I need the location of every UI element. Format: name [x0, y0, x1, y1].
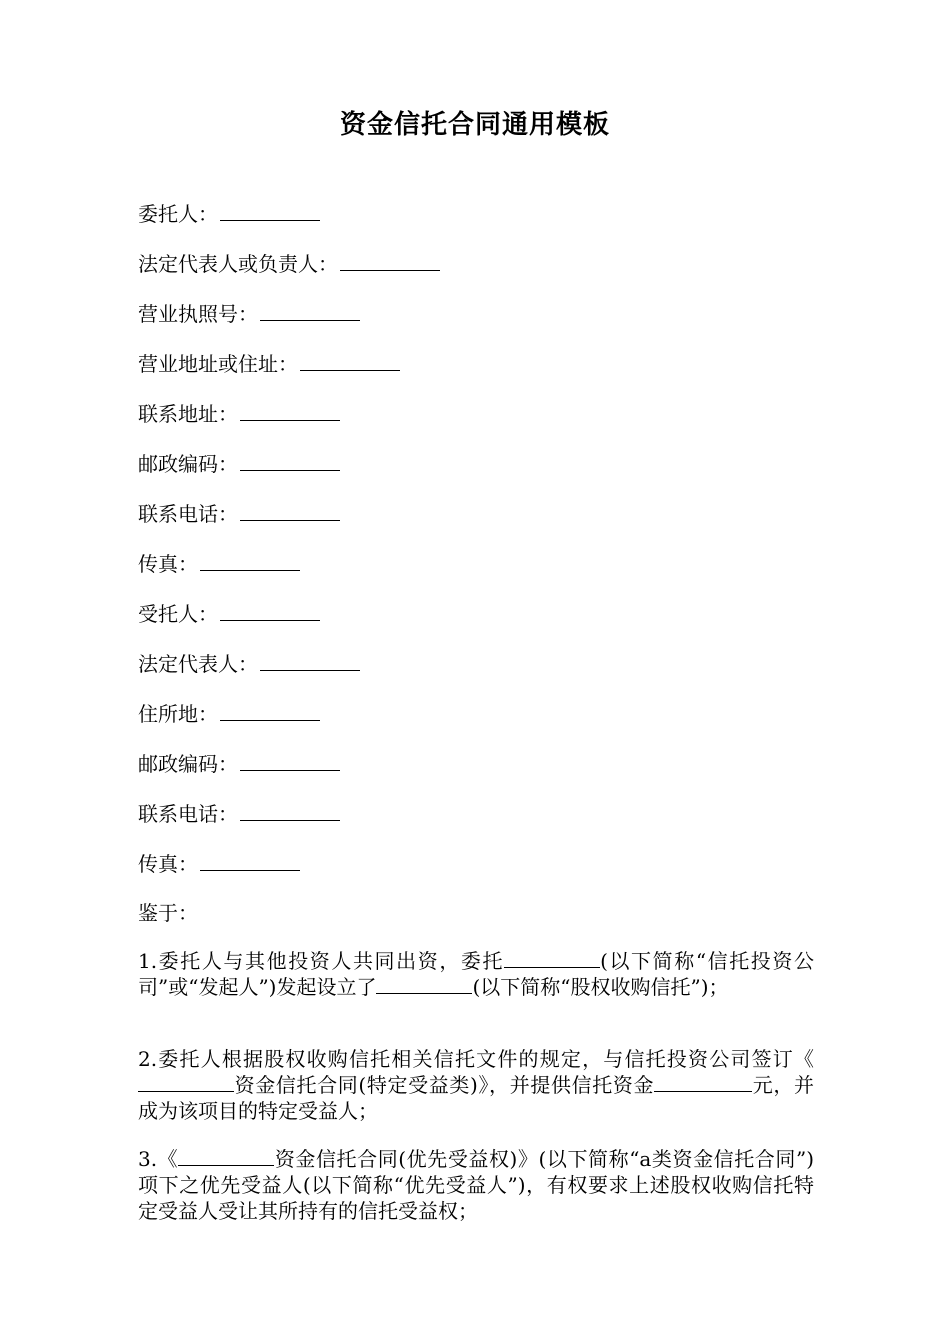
fill-blank [200, 550, 300, 571]
fill-blank [240, 450, 340, 471]
field-trustee [138, 600, 320, 627]
field-fax [138, 550, 300, 577]
field-fax [138, 850, 300, 877]
fill-blank [300, 350, 400, 371]
fill-blank [240, 500, 340, 521]
field-label: 传真： [138, 552, 198, 576]
field-phone [138, 800, 340, 827]
clause-text: 3.《 [138, 1147, 179, 1171]
fill-blank [200, 850, 300, 871]
fill-blank [260, 650, 360, 671]
whereas-heading: 鉴于： [138, 901, 198, 925]
field-label: 营业地址或住址： [138, 352, 298, 376]
fill-blank [504, 949, 600, 968]
clause-text: (以下简称“信托投资公司”或“发起人”)发起设立了 [138, 949, 814, 999]
clause-text: (以下简称“股权收购信托”)； [472, 975, 729, 999]
field-business-license [138, 300, 360, 327]
field-label: 邮政编码： [138, 752, 238, 776]
field-label: 法定代表人： [138, 652, 258, 676]
field-label: 法定代表人或负责人： [138, 252, 338, 276]
clause-text: 资金信托合同(特定受益类)》，并提供信托资金 [234, 1073, 655, 1097]
fill-blank [138, 1073, 234, 1092]
field-domicile [138, 700, 320, 727]
field-label: 联系电话： [138, 802, 238, 826]
fill-blank [240, 750, 340, 771]
field-postal-code [138, 450, 340, 477]
field-label: 受托人： [138, 602, 218, 626]
clause-3 [138, 1146, 814, 1224]
field-label: 营业执照号： [138, 302, 258, 326]
clause-1 [138, 948, 814, 1000]
fill-blank [220, 700, 320, 721]
field-label: 住所地： [138, 702, 218, 726]
clause-2 [138, 1046, 814, 1124]
fill-blank [240, 400, 340, 421]
fill-blank [710, 1073, 752, 1092]
fill-blank [240, 800, 340, 821]
field-label: 联系地址： [138, 402, 238, 426]
field-entrustor [138, 200, 320, 227]
field-label: 联系电话： [138, 502, 238, 526]
fill-blank [260, 300, 360, 321]
field-legal-rep-or-principal [138, 250, 440, 277]
field-business-address [138, 350, 400, 377]
field-label: 邮政编码： [138, 452, 238, 476]
fill-blank [220, 600, 320, 621]
clause-text: 2.委托人根据股权收购信托相关信托文件的规定，与信托投资公司签订《 [138, 1047, 814, 1071]
field-label: 传真： [138, 852, 198, 876]
field-legal-rep [138, 650, 360, 677]
field-contact-address [138, 400, 340, 427]
field-label: 委托人： [138, 202, 218, 226]
clause-text: 元，并成为该项目的特定受益人； [138, 1073, 815, 1123]
document-title: 资金信托合同通用模板 [339, 110, 610, 140]
field-postal-code [138, 750, 340, 777]
field-phone [138, 500, 340, 527]
clause-text: 1.委托人与其他投资人共同出资，委托 [138, 949, 505, 973]
fill-blank [178, 1147, 274, 1166]
clause-text: 资金信托合同(优先受益权)》(以下简称“a类资金信托合同”)项下之优先受益人(以下简称“优先受益人”)，有权要求上述股权收购信托特定受益人受让其所持有的信托受益权； [138, 1147, 814, 1223]
fill-blank [220, 200, 320, 221]
fill-blank [340, 250, 440, 271]
fill-blank [654, 1073, 710, 1092]
fill-blank [376, 975, 472, 994]
